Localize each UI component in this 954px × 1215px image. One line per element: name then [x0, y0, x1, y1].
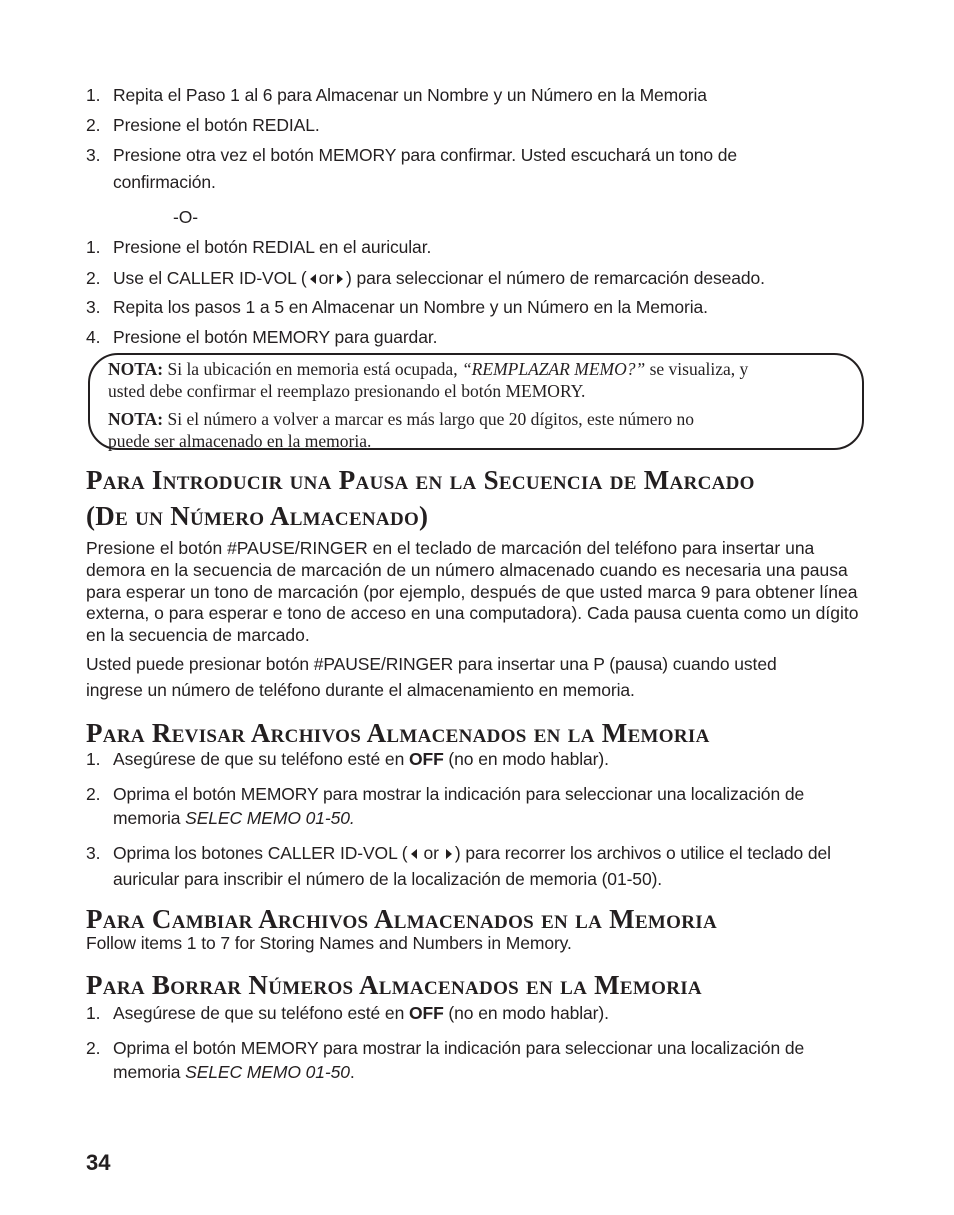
list-item: [86, 999, 609, 1027]
item-text: (no en modo hablar).: [443, 1003, 609, 1023]
section-heading: Para Revisar Archivos Almacenados en la Memoria: [86, 718, 710, 748]
list-item: [86, 293, 708, 321]
display-text: SELEC MEMO 01-50.: [185, 808, 355, 828]
body-paragraph: Usted puede presionar botón #PAUSE/RINGER para insertar una P (pausa) cuando usted: [86, 654, 777, 674]
item-number: 3.: [86, 843, 101, 863]
list-item: [86, 111, 320, 139]
left-arrow-icon: [411, 849, 417, 859]
left-arrow-icon: [310, 274, 316, 284]
item-text: Oprima el botón MEMORY para mostrar la indicación para seleccionar una localización de: [113, 1038, 805, 1058]
item-text: ) para seleccionar el número de remarcación deseado.: [345, 268, 765, 288]
item-text-continuation: confirmación.: [113, 172, 216, 192]
item-text: Use el CALLER ID-VOL (: [113, 268, 307, 288]
note: [108, 358, 848, 402]
body-paragraph: Follow items 1 to 7 for Storing Names and Numbers in Memory.: [86, 933, 572, 953]
item-number: 3.: [86, 297, 101, 317]
list-item: [86, 233, 431, 261]
item-text: or: [318, 268, 334, 288]
item-text-continuation: [113, 804, 355, 832]
item-bold-text: OFF: [408, 1003, 444, 1023]
note-label: NOTA:: [108, 359, 164, 379]
body-paragraph: Presione el botón #PAUSE/RINGER en el teclado de marcación del teléfono para insertar una demora en la secuencia de marcación de un número almacenado cuando es necesaria una pausa para esperar un tono de marcación (por ejemplo, después de que usted marca 9 para obtener línea externa, o para esperar e tono de acceso en una computadora). Cada pausa cuenta como un dígito en la secuencia de marcado.: [86, 538, 859, 646]
item-text: Presione el botón MEMORY para guardar.: [113, 327, 438, 347]
note-text: Si la ubicación en memoria está ocupada,: [163, 359, 462, 379]
section-heading: (De un Número Almacenado): [86, 501, 429, 531]
list-item: [86, 81, 707, 109]
body-paragraph: ingrese un número de teléfono durante el almacenamiento en memoria.: [86, 680, 635, 700]
note-text: usted debe confirmar el reemplazo presionando el botón MEMORY.: [108, 381, 586, 401]
list-item: [86, 264, 765, 292]
item-number: 1.: [86, 1003, 101, 1023]
item-text: memoria: [113, 808, 186, 828]
note-text: se visualiza, y: [645, 359, 749, 379]
separator-text: -O-: [173, 207, 198, 227]
item-number: 3.: [86, 145, 101, 165]
item-text: Oprima el botón MEMORY para mostrar la indicación para seleccionar una localización de: [113, 784, 805, 804]
item-text: Asegúrese de que su teléfono esté en: [113, 1003, 409, 1023]
item-number: 2.: [86, 784, 101, 804]
item-number: 1.: [86, 85, 101, 105]
note: [108, 408, 848, 452]
note-text: puede ser almacenado en la memoria.: [108, 431, 372, 451]
item-text: Presione el botón REDIAL en el auricular.: [113, 237, 432, 257]
list-item: [86, 745, 609, 773]
item-text-continuation: [113, 1058, 355, 1086]
note-label: NOTA:: [108, 409, 164, 429]
page-number: 34: [86, 1150, 111, 1175]
item-number: 2.: [86, 1038, 101, 1058]
list-item: [86, 141, 737, 169]
item-bold-text: OFF: [408, 749, 444, 769]
item-text: Presione otra vez el botón MEMORY para confirmar. Usted escuchará un tono de: [113, 145, 738, 165]
list-item: [86, 839, 831, 867]
display-text: SELEC MEMO 01-50: [185, 1062, 350, 1082]
item-text: .: [349, 1062, 355, 1082]
note-text: Si el número a volver a marcar es más largo que 20 dígitos, este número no: [163, 409, 694, 429]
item-text: Repita los pasos 1 a 5 en Almacenar un Nombre y un Número en la Memoria.: [113, 297, 708, 317]
item-text: or: [423, 843, 439, 863]
section-heading: Para Borrar Números Almacenados en la Memoria: [86, 970, 702, 1000]
item-text: (no en modo hablar).: [443, 749, 609, 769]
item-text: Presione el botón REDIAL.: [113, 115, 320, 135]
item-text: Oprima los botones CALLER ID-VOL (: [113, 843, 408, 863]
item-text: ) para recorrer los archivos o utilice el teclado del: [454, 843, 831, 863]
section-heading: Para Introducir una Pausa en la Secuencia de Marcado: [86, 465, 755, 495]
list-item: [86, 323, 437, 351]
right-arrow-icon: [337, 274, 343, 284]
item-text: Repita el Paso 1 al 6 para Almacenar un Nombre y un Número en la Memoria: [113, 85, 707, 105]
right-arrow-icon: [446, 849, 452, 859]
item-number: 1.: [86, 237, 101, 257]
note-italic-text: “REMPLAZAR MEMO?”: [461, 359, 646, 379]
item-text: memoria: [113, 1062, 186, 1082]
item-text: Asegúrese de que su teléfono esté en: [113, 749, 409, 769]
item-number: 2.: [86, 268, 101, 288]
item-number: 2.: [86, 115, 101, 135]
section-heading: Para Cambiar Archivos Almacenados en la Memoria: [86, 904, 717, 934]
item-number: 4.: [86, 327, 101, 347]
item-number: 1.: [86, 749, 101, 769]
item-text-continuation: auricular para inscribir el número de la localización de memoria (01-50).: [113, 869, 663, 889]
